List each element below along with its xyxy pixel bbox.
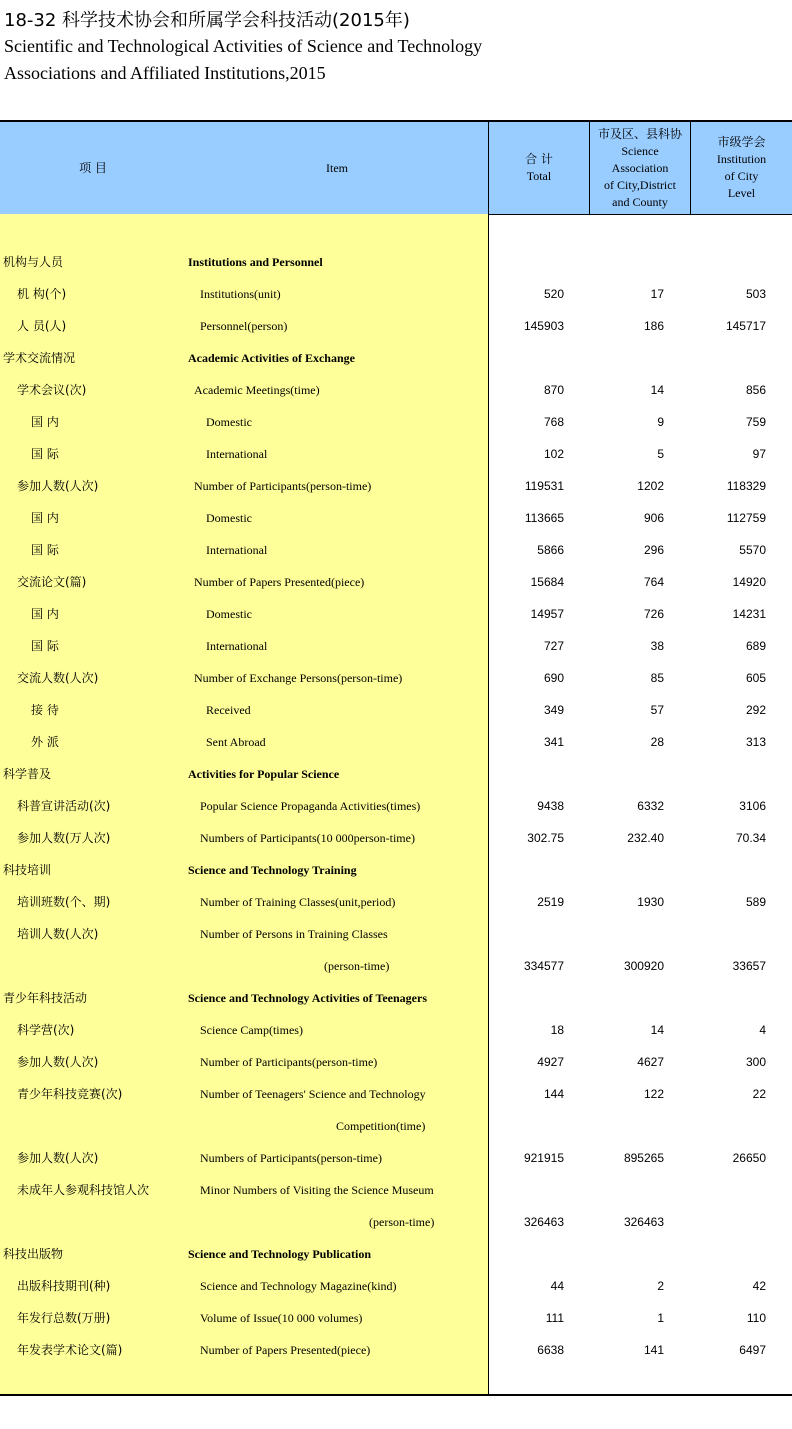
row-label-en: Science and Technology Magazine(kind): [200, 1279, 397, 1293]
row-label-en: Institutions and Personnel: [188, 255, 323, 269]
cell-city-district-county: 296: [643, 543, 664, 557]
cell-city-district-county: 28: [650, 735, 664, 749]
header-city-level-institution: 市级学会 Institution of City Level: [716, 135, 767, 200]
cell-city-level: 14920: [732, 575, 766, 589]
row-label-en: International: [206, 639, 268, 653]
cell-city-district-county: 14: [650, 383, 664, 397]
row-label-cn: 未成年人参观科技馆人次: [17, 1183, 150, 1197]
table-title-english-line1: Scientific and Technological Activities of Science and Technology: [4, 36, 483, 56]
cell-total: 5866: [537, 543, 564, 557]
row-label-en: Number of Participants(person-time): [200, 1055, 378, 1069]
row-label-cn: 机 构(个): [17, 287, 67, 301]
cell-city-district-county: 726: [643, 607, 664, 621]
row-label-cn: 科学普及: [3, 767, 52, 781]
cell-total: 727: [543, 639, 564, 653]
table-row: [0, 1014, 792, 1046]
row-label-cn: 出版科技期刊(种): [17, 1279, 111, 1293]
table-title-english-line2: Associations and Affiliated Institutions,2015: [4, 63, 326, 83]
row-label-en: Minor Numbers of Visiting the Science Museum: [200, 1183, 434, 1197]
row-label-cn: 机构与人员: [3, 255, 64, 269]
cell-total: 119531: [524, 479, 564, 493]
row-label-cn: 国 内: [31, 607, 59, 621]
cell-total: 15684: [530, 575, 564, 589]
table-row: [0, 1078, 792, 1110]
cell-total: 870: [543, 383, 564, 397]
row-label-en: Activities for Popular Science: [188, 767, 340, 781]
cell-total: 520: [543, 287, 564, 301]
row-label-cn: 国 内: [31, 415, 59, 429]
cell-city-district-county: 9: [657, 415, 664, 429]
cell-city-level: 14231: [732, 607, 766, 621]
cell-city-level: 4: [759, 1023, 766, 1037]
cell-city-district-county: 186: [643, 319, 664, 333]
row-label-en: Received: [206, 703, 251, 717]
cell-total: 334577: [523, 959, 564, 973]
row-label-cn: 青少年科技竞赛(次): [17, 1087, 123, 1101]
cell-city-district-county: 141: [643, 1343, 664, 1357]
header-item-cn: 项 目: [79, 160, 107, 175]
row-label-en: Competition(time): [336, 1119, 426, 1133]
table-row: [0, 598, 792, 630]
cell-city-district-county: 764: [643, 575, 664, 589]
cell-city-level: 26650: [732, 1151, 766, 1165]
cell-city-level: 145717: [725, 319, 766, 333]
cell-city-district-county: 5: [657, 447, 664, 461]
table-row: [0, 886, 792, 918]
table-row: [0, 566, 792, 598]
table-row: [0, 854, 792, 886]
cell-total: 145903: [523, 319, 564, 333]
cell-city-district-county: 57: [650, 703, 664, 717]
row-label-en: Number of Participants(person-time): [194, 479, 372, 493]
table-row: [0, 1334, 792, 1366]
row-label-cn: 参加人数(人次): [17, 479, 99, 493]
row-label-en: Number of Teenagers' Science and Technology: [200, 1087, 426, 1101]
table-row: [0, 1270, 792, 1302]
cell-city-district-county: 326463: [623, 1215, 664, 1229]
row-label-cn: 交流人数(人次): [17, 671, 99, 685]
table-header: [0, 122, 792, 215]
cell-city-district-county: 4627: [637, 1055, 664, 1069]
row-label-en: Number of Papers Presented(piece): [200, 1343, 371, 1357]
table-row: [0, 1046, 792, 1078]
cell-total: 6638: [537, 1343, 564, 1357]
row-label-en: Numbers of Participants(person-time): [200, 1151, 382, 1165]
row-label-cn: 外 派: [31, 735, 59, 749]
cell-city-level: 5570: [739, 543, 766, 557]
cell-city-level: 589: [745, 895, 766, 909]
cell-city-level: 22: [752, 1087, 766, 1101]
cell-city-level: 6497: [739, 1343, 766, 1357]
table-row: [0, 1142, 792, 1174]
row-label-cn: 科技培训: [3, 863, 52, 877]
row-label-en: Personnel(person): [200, 319, 288, 333]
table-row: [0, 950, 792, 982]
cell-total: 9438: [537, 799, 564, 813]
cell-city-level: 313: [745, 735, 766, 749]
table-row: [0, 374, 792, 406]
cell-total: 302.75: [527, 831, 564, 845]
table-row: [0, 406, 792, 438]
cell-city-level: 689: [745, 639, 766, 653]
table-row: [0, 534, 792, 566]
row-label-cn: 交流论文(篇): [17, 575, 87, 589]
table-row: [0, 342, 792, 374]
cell-city-level: 97: [752, 447, 766, 461]
cell-city-level: 759: [745, 415, 766, 429]
table-row: [0, 982, 792, 1014]
header-city-district-county: 市及区、县科协 Science Association of City,District and County: [597, 126, 682, 209]
row-label-en: Domestic: [206, 607, 252, 621]
row-label-cn: 青少年科技活动: [3, 991, 88, 1005]
cell-city-district-county: 1: [657, 1311, 664, 1325]
cell-city-level: 70.34: [735, 831, 766, 845]
row-label-cn: 科学营(次): [17, 1023, 75, 1037]
cell-city-level: 503: [745, 287, 766, 301]
cell-city-level: 42: [752, 1279, 766, 1293]
row-label-cn: 国 际: [31, 639, 59, 653]
row-label-en: Number of Papers Presented(piece): [194, 575, 365, 589]
cell-city-district-county: 38: [650, 639, 664, 653]
row-label-cn: 接 待: [31, 703, 59, 717]
cell-total: 113665: [524, 511, 564, 525]
table-row: [0, 246, 792, 278]
table-row: [0, 1302, 792, 1334]
cell-city-district-county: 122: [643, 1087, 664, 1101]
table-row: [0, 918, 792, 950]
row-label-cn: 参加人数(人次): [17, 1055, 99, 1069]
row-label-en: Academic Meetings(time): [194, 383, 320, 397]
table-row: [0, 438, 792, 470]
cell-city-district-county: 6332: [637, 799, 664, 813]
cell-city-level: 33657: [732, 959, 766, 973]
row-label-cn: 国 内: [31, 511, 59, 525]
table-row: [0, 470, 792, 502]
row-label-en: Science Camp(times): [200, 1023, 303, 1037]
row-label-en: International: [206, 543, 268, 557]
row-label-en: Domestic: [206, 511, 252, 525]
row-label-cn: 国 际: [31, 447, 59, 461]
cell-total: 18: [550, 1023, 564, 1037]
cell-total: 44: [550, 1279, 564, 1293]
statistics-table: [0, 120, 792, 1396]
row-label-en: (person-time): [324, 959, 390, 973]
cell-city-level: 300: [745, 1055, 766, 1069]
cell-city-level: 118329: [726, 479, 766, 493]
cell-city-district-county: 232.40: [627, 831, 664, 845]
cell-total: 690: [543, 671, 564, 685]
cell-total: 102: [543, 447, 564, 461]
cell-total: 144: [543, 1087, 564, 1101]
table-row: [0, 758, 792, 790]
row-label-cn: 科普宣讲活动(次): [17, 799, 111, 813]
table-row: [0, 662, 792, 694]
cell-total: 326463: [523, 1215, 564, 1229]
cell-city-district-county: 14: [650, 1023, 664, 1037]
row-label-en: Numbers of Participants(10 000person-time): [200, 831, 415, 845]
row-label-cn: 学术交流情况: [3, 351, 76, 365]
cell-city-district-county: 906: [643, 511, 664, 525]
row-label-cn: 学术会议(次): [17, 383, 87, 397]
table-row: [0, 630, 792, 662]
cell-total: 341: [543, 735, 564, 749]
row-label-en: Academic Activities of Exchange: [188, 351, 355, 365]
row-label-cn: 年发表学术论文(篇): [17, 1343, 123, 1357]
cell-city-district-county: 2: [657, 1279, 664, 1293]
row-label-en: Number of Exchange Persons(person-time): [194, 671, 403, 685]
cell-city-district-county: 300920: [623, 959, 664, 973]
table-row: [0, 694, 792, 726]
row-label-en: (person-time): [369, 1215, 435, 1229]
cell-total: 2519: [537, 895, 564, 909]
cell-city-level: 112759: [726, 511, 766, 525]
table-row: [0, 1174, 792, 1206]
row-label-cn: 国 际: [31, 543, 59, 557]
cell-city-level: 110: [746, 1311, 766, 1325]
cell-city-district-county: 85: [650, 671, 664, 685]
table-row: [0, 790, 792, 822]
row-label-cn: 人 员(人): [17, 319, 67, 333]
row-label-en: Domestic: [206, 415, 252, 429]
table-row: [0, 1110, 792, 1142]
cell-city-level: 3106: [739, 799, 766, 813]
row-label-en: Sent Abroad: [206, 735, 266, 749]
cell-city-level: 292: [745, 703, 766, 717]
row-label-en: Number of Training Classes(unit,period): [200, 895, 396, 909]
cell-total: 921915: [523, 1151, 564, 1165]
table-row: [0, 310, 792, 342]
header-total: 合 计 Total: [525, 152, 553, 183]
row-label-cn: 年发行总数(万册): [17, 1311, 111, 1325]
row-label-cn: 培训人数(人次): [17, 927, 99, 941]
table-row: [0, 822, 792, 854]
table-title-chinese: 18-32 科学技术协会和所属学会科技活动(2015年): [4, 10, 410, 31]
row-label-cn: 培训班数(个、期): [17, 895, 111, 909]
table-row: [0, 502, 792, 534]
row-label-en: Institutions(unit): [200, 287, 281, 301]
cell-total: 349: [543, 703, 564, 717]
row-label-en: Volume of Issue(10 000 volumes): [200, 1311, 363, 1325]
table-row: [0, 726, 792, 758]
cell-city-district-county: 1202: [637, 479, 664, 493]
cell-total: 111: [545, 1311, 564, 1325]
cell-city-district-county: 1930: [637, 895, 664, 909]
table-row: [0, 278, 792, 310]
cell-city-level: 605: [745, 671, 766, 685]
table-row: [0, 1238, 792, 1270]
header-item-en: Item: [326, 160, 348, 175]
row-label-en: Science and Technology Activities of Teenagers: [188, 991, 428, 1005]
cell-city-district-county: 895265: [623, 1151, 664, 1165]
row-label-en: Science and Technology Training: [188, 863, 357, 877]
row-label-en: Science and Technology Publication: [188, 1247, 372, 1261]
cell-total: 4927: [537, 1055, 564, 1069]
row-label-cn: 参加人数(人次): [17, 1151, 99, 1165]
table-row: [0, 1206, 792, 1238]
row-label-en: Number of Persons in Training Classes: [200, 927, 388, 941]
cell-total: 768: [543, 415, 564, 429]
cell-city-district-county: 17: [650, 287, 664, 301]
row-label-cn: 科技出版物: [3, 1247, 64, 1261]
row-label-cn: 参加人数(万人次): [17, 831, 111, 845]
row-label-en: Popular Science Propaganda Activities(times): [200, 799, 421, 813]
row-label-en: International: [206, 447, 268, 461]
cell-city-level: 856: [745, 383, 766, 397]
cell-total: 14957: [530, 607, 564, 621]
